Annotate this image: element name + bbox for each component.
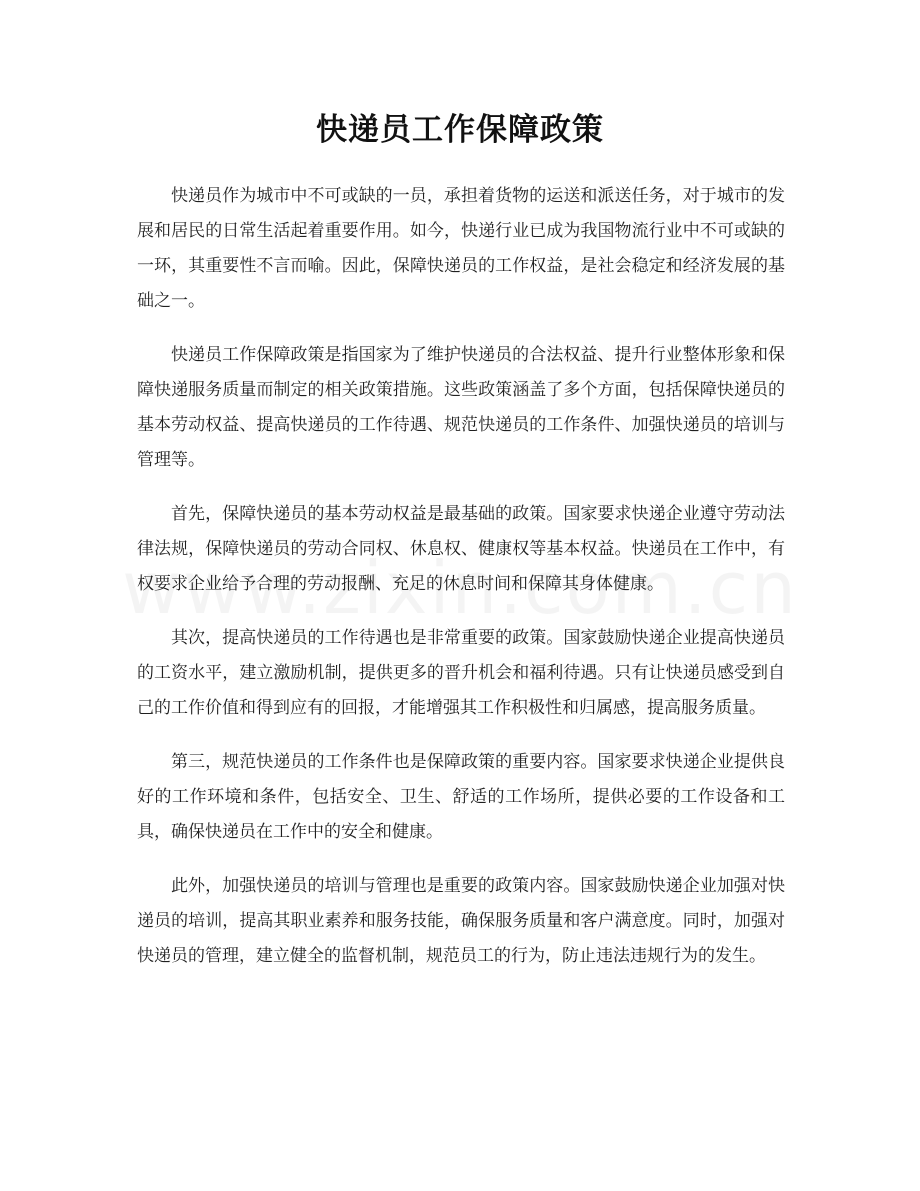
paragraph-6: 此外，加强快递员的培训与管理也是重要的政策内容。国家鼓励快递企业加强对快递员的培训，提高其职业素养和服务技能，确保服务质量和客户满意度。同时，加强对快递员的管理，建立健全的监督机制，规范员工的行为，防止违法违规行为的发生。	[137, 876, 785, 966]
paragraph-1: 快递员作为城市中不可或缺的一员，承担着货物的运送和派送任务，对于城市的发展和居民的日常生活起着重要作用。如今，快递行业已成为我国物流行业中不可或缺的一环，其重要性不言而喻。因此，保障快递员的工作权益，是社会稳定和经济发展的基础之一。	[137, 186, 785, 311]
paragraph-3: 首先，保障快递员的基本劳动权益是最基础的政策。国家要求快递企业遵守劳动法律法规，保障快递员的劳动合同权、休息权、健康权等基本权益。快递员在工作中，有权要求企业给予合理的劳动报酬、充足的休息时间和保障其身体健康。	[137, 504, 785, 594]
paragraph-4: 其次，提高快递员的工作待遇也是非常重要的政策。国家鼓励快递企业提高快递员的工资水平，建立激励机制，提供更多的晋升机会和福利待遇。只有让快递员感受到自己的工作价值和得到应有的回报，才能增强其工作积极性和归属感，提高服务质量。	[137, 628, 785, 718]
paragraph-5: 第三，规范快递员的工作条件也是保障政策的重要内容。国家要求快递企业提供良好的工作环境和条件，包括安全、卫生、舒适的工作场所，提供必要的工作设备和工具，确保快递员在工作中的安全和健康。	[137, 752, 785, 842]
paragraph-2: 快递员工作保障政策是指国家为了维护快递员的合法权益、提升行业整体形象和保障快递服务质量而制定的相关政策措施。这些政策涵盖了多个方面，包括保障快递员的基本劳动权益、提高快递员的工作待遇、规范快递员的工作条件、加强快递员的培训与管理等。	[137, 345, 785, 470]
document-body	[137, 179, 785, 993]
document-title: 快递员工作保障政策	[316, 112, 604, 148]
